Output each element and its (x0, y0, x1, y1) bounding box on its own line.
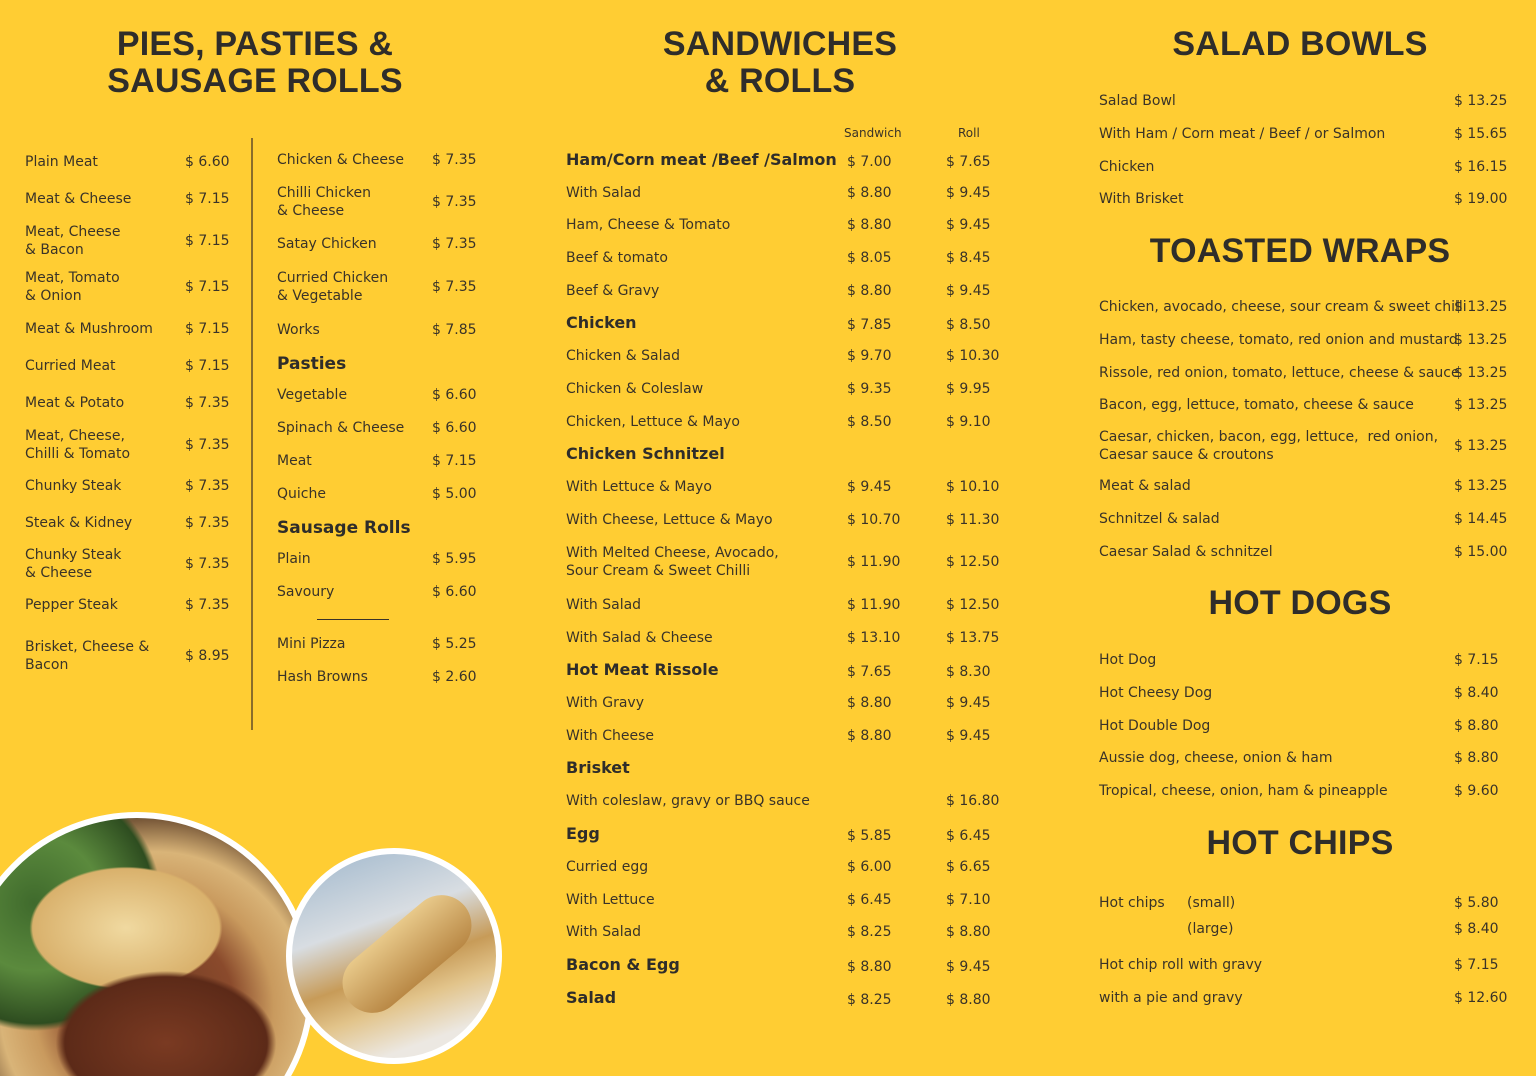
sandwich-price: $ 8.80 (847, 695, 892, 711)
item-name: Hot chip roll with gravy (1099, 957, 1263, 973)
item-name: With coleslaw, gravy or BBQ sauce (566, 793, 810, 809)
roll-price: $ 9.45 (946, 217, 991, 233)
item-name: Quiche (277, 486, 326, 502)
sausage-roll (330, 883, 483, 1025)
item-price: $ 7.35 (185, 478, 230, 494)
item-name: Salad Bowl (1099, 93, 1176, 109)
item-price: $ 9.60 (1454, 783, 1499, 799)
item-name: Ham/Corn meat /Beef /Salmon (566, 150, 837, 169)
sandwich-price: $ 5.85 (847, 828, 892, 844)
item-price: $ 5.95 (432, 551, 477, 567)
sandwich-price: $ 6.00 (847, 859, 892, 875)
hot-chips-title: HOT CHIPS (1206, 824, 1394, 862)
item-name: Bacon & Egg (566, 955, 680, 974)
item-name: Spinach & Cheese (277, 420, 405, 436)
item-name: Tropical, cheese, onion, ham & pineapple (1099, 783, 1388, 799)
roll-price: $ 8.45 (946, 250, 991, 266)
item-name: Pepper Steak (25, 597, 118, 613)
item-price: $ 7.35 (432, 236, 477, 252)
item-name: Beef & Gravy (566, 283, 660, 299)
item-price: $ 7.35 (185, 515, 230, 531)
roll-price: $ 8.80 (946, 924, 991, 940)
sandwich-price: $ 8.80 (847, 283, 892, 299)
item-price: $ 13.25 (1454, 397, 1508, 413)
item-name: Chunky Steak (25, 478, 122, 494)
item-price: $ 7.15 (1454, 652, 1499, 668)
item-name: With Lettuce & Mayo (566, 479, 712, 495)
pies-title: PIES, PASTIES & SAUSAGE ROLLS (107, 25, 403, 100)
sandwich-price: $ 8.80 (847, 959, 892, 975)
item-price: $ 13.25 (1454, 93, 1508, 109)
item-price: $ 8.95 (185, 648, 230, 664)
sandwich-price: $ 7.00 (847, 154, 892, 170)
item-price: $ 7.15 (185, 358, 230, 374)
item-price: $ 13.25 (1454, 332, 1508, 348)
item-name: With Salad (566, 597, 642, 613)
item-price: $ 16.15 (1454, 159, 1508, 175)
item-price: $ 8.80 (1454, 718, 1499, 734)
sandwich-price: $ 7.85 (847, 317, 892, 333)
sausage-rolls-title: Sausage Rolls (277, 518, 411, 538)
item-name: Vegetable (277, 387, 348, 403)
sandwich-price: $ 9.70 (847, 348, 892, 364)
item-name: Satay Chicken (277, 236, 377, 252)
sandwich-price: $ 7.65 (847, 664, 892, 680)
pie-photo (0, 812, 314, 1076)
roll-price: $ 8.30 (946, 664, 991, 680)
item-name: with a pie and gravy (1099, 990, 1243, 1006)
item-price: $ 8.40 (1454, 685, 1499, 701)
roll-price: $ 9.10 (946, 414, 991, 430)
divider-line (317, 619, 389, 620)
item-name: Curried Chicken & Vegetable (277, 270, 389, 304)
roll-price: $ 6.65 (946, 859, 991, 875)
item-name: Egg (566, 824, 600, 843)
item-name: Chunky Steak & Cheese (25, 547, 122, 581)
item-name: Works (277, 322, 320, 338)
item-name: Meat & Mushroom (25, 321, 153, 337)
roll-price: $ 11.30 (946, 512, 1000, 528)
item-name: With Cheese, Lettuce & Mayo (566, 512, 773, 528)
item-price: $ 5.25 (432, 636, 477, 652)
roll-price: $ 7.65 (946, 154, 991, 170)
sandwich-price: $ 9.45 (847, 479, 892, 495)
toasted-wraps-title: TOASTED WRAPS (1149, 232, 1451, 270)
sandwich-price: $ 8.25 (847, 992, 892, 1008)
item-name: Curried Meat (25, 358, 116, 374)
item-name: Salad (566, 988, 617, 1007)
item-name: Chicken & Coleslaw (566, 381, 704, 397)
item-name: Caesar, chicken, bacon, egg, lettuce, red onion, Caesar sauce & croutons (1099, 429, 1439, 463)
item-name: Chicken (1099, 159, 1155, 175)
item-name: With Lettuce (566, 892, 655, 908)
item-price: $ 7.35 (185, 437, 230, 453)
roll-price: $ 13.75 (946, 630, 1000, 646)
item-name: Steak & Kidney (25, 515, 133, 531)
sandwich-price: $ 13.10 (847, 630, 901, 646)
roll-price: $ 16.80 (946, 793, 1000, 809)
sandwich-price: $ 8.80 (847, 185, 892, 201)
sandwich-price: $ 8.05 (847, 250, 892, 266)
col-header-sandwich: Sandwich (844, 126, 902, 140)
item-name: With Cheese (566, 728, 655, 744)
item-price: $ 7.35 (432, 279, 477, 295)
item-name: Meat & salad (1099, 478, 1191, 494)
sandwich-price: $ 11.90 (847, 597, 901, 613)
roll-price: $ 9.95 (946, 381, 991, 397)
roll-price: $ 9.45 (946, 959, 991, 975)
roll-price: $ 9.45 (946, 283, 991, 299)
item-price: $ 7.15 (432, 453, 477, 469)
roll-price: $ 10.10 (946, 479, 1000, 495)
item-price: $ 6.60 (432, 584, 477, 600)
item-name: With Salad & Cheese (566, 630, 713, 646)
roll-price: $ 7.10 (946, 892, 991, 908)
item-price: $ 7.15 (185, 233, 230, 249)
item-name: Chicken & Cheese (277, 152, 404, 168)
item-name: Ham, Cheese & Tomato (566, 217, 731, 233)
item-name: Savoury (277, 584, 335, 600)
sandwich-price: $ 8.80 (847, 728, 892, 744)
item-name: Brisket, Cheese & Bacon (25, 639, 150, 673)
item-price: $ 8.80 (1454, 750, 1499, 766)
item-name: Chicken Schnitzel (566, 444, 725, 463)
item-name: Hash Browns (277, 669, 368, 685)
roll-price: $ 9.45 (946, 728, 991, 744)
item-name: With Gravy (566, 695, 644, 711)
item-name: Plain Meat (25, 154, 98, 170)
item-name: Ham, tasty cheese, tomato, red onion and mustard (1099, 332, 1458, 348)
column-divider (251, 138, 253, 730)
item-price: $ 7.35 (185, 395, 230, 411)
sandwiches-title: SANDWICHES & ROLLS (662, 25, 898, 100)
col-header-roll: Roll (958, 126, 980, 140)
item-name: Meat, Cheese & Bacon (25, 224, 121, 258)
item-price: $ 2.60 (432, 669, 477, 685)
item-name: Bacon, egg, lettuce, tomato, cheese & sauce (1099, 397, 1414, 413)
item-price: $ 14.45 (1454, 511, 1508, 527)
item-price: $ 13.25 (1454, 438, 1508, 454)
item-price: $ 7.35 (185, 597, 230, 613)
item-name: With Ham / Corn meat / Beef / or Salmon (1099, 126, 1386, 142)
item-price: $ 13.25 (1454, 478, 1508, 494)
roll-price: $ 12.50 (946, 554, 1000, 570)
roll-price: $ 9.45 (946, 695, 991, 711)
roll-price: $ 8.80 (946, 992, 991, 1008)
item-name: Hot Cheesy Dog (1099, 685, 1213, 701)
item-price: $ 7.15 (185, 191, 230, 207)
item-name: Chilli Chicken & Cheese (277, 185, 371, 219)
item-name: With Salad (566, 185, 642, 201)
sausage-roll-photo (286, 848, 502, 1064)
item-price: $ 7.15 (1454, 957, 1499, 973)
item-name: Beef & tomato (566, 250, 668, 266)
item-name: Chicken, Lettuce & Mayo (566, 414, 740, 430)
item-price: $ 6.60 (185, 154, 230, 170)
item-price: $ 19.00 (1454, 191, 1508, 207)
item-price: $ 13.25 (1454, 365, 1508, 381)
item-name: Curried egg (566, 859, 649, 875)
item-price: $ 13.25 (1454, 299, 1508, 315)
item-name: Meat (277, 453, 312, 469)
sandwich-price: $ 9.35 (847, 381, 892, 397)
item-name: Hot Double Dog (1099, 718, 1211, 734)
sandwich-price: $ 8.50 (847, 414, 892, 430)
item-name: Rissole, red onion, tomato, lettuce, cheese & sauce (1099, 365, 1460, 381)
roll-price: $ 12.50 (946, 597, 1000, 613)
item-price: $ 7.85 (432, 322, 477, 338)
pasties-title: Pasties (277, 354, 347, 374)
item-price: $ 5.00 (432, 486, 477, 502)
item-price: $ 7.35 (432, 194, 477, 210)
item-name: With Melted Cheese, Avocado, Sour Cream & Sweet Chilli (566, 545, 779, 579)
item-price: $ 6.60 (432, 387, 477, 403)
item-name: Plain (277, 551, 311, 567)
item-price: $ 6.60 (432, 420, 477, 436)
item-price: $ 7.35 (185, 556, 230, 572)
item-price: $ 15.00 (1454, 544, 1508, 560)
sandwich-price: $ 6.45 (847, 892, 892, 908)
salad-bowls-title: SALAD BOWLS (1172, 25, 1428, 63)
item-name: Mini Pizza (277, 636, 346, 652)
item-price: $ 7.35 (432, 152, 477, 168)
item-name: Aussie dog, cheese, onion & ham (1099, 750, 1333, 766)
item-name: Schnitzel & salad (1099, 511, 1220, 527)
item-price: $ 12.60 (1454, 990, 1508, 1006)
sandwich-price: $ 11.90 (847, 554, 901, 570)
hot-dogs-title: HOT DOGS (1208, 584, 1392, 622)
sandwich-price: $ 10.70 (847, 512, 901, 528)
item-name: Hot Dog (1099, 652, 1157, 668)
item-name: Chicken (566, 313, 637, 332)
item-name: With Brisket (1099, 191, 1184, 207)
roll-price: $ 10.30 (946, 348, 1000, 364)
roll-price: $ 8.50 (946, 317, 991, 333)
roll-price: $ 6.45 (946, 828, 991, 844)
item-name: Brisket (566, 758, 630, 777)
item-name: Chicken & Salad (566, 348, 680, 364)
item-name: Meat & Potato (25, 395, 125, 411)
item-price: $ 7.15 (185, 321, 230, 337)
sandwich-price: $ 8.80 (847, 217, 892, 233)
item-name: Meat, Tomato & Onion (25, 270, 120, 304)
item-name: Chicken, avocado, cheese, sour cream & sweet chilli (1099, 299, 1467, 315)
item-name: Caesar Salad & schnitzel (1099, 544, 1273, 560)
item-price: $ 7.15 (185, 279, 230, 295)
item-price: $ 15.65 (1454, 126, 1508, 142)
sandwich-price: $ 8.25 (847, 924, 892, 940)
item-name: With Salad (566, 924, 642, 940)
item-name: Hot Meat Rissole (566, 660, 719, 679)
item-name: Meat & Cheese (25, 191, 132, 207)
roll-price: $ 9.45 (946, 185, 991, 201)
item-name: Meat, Cheese, Chilli & Tomato (25, 428, 131, 462)
